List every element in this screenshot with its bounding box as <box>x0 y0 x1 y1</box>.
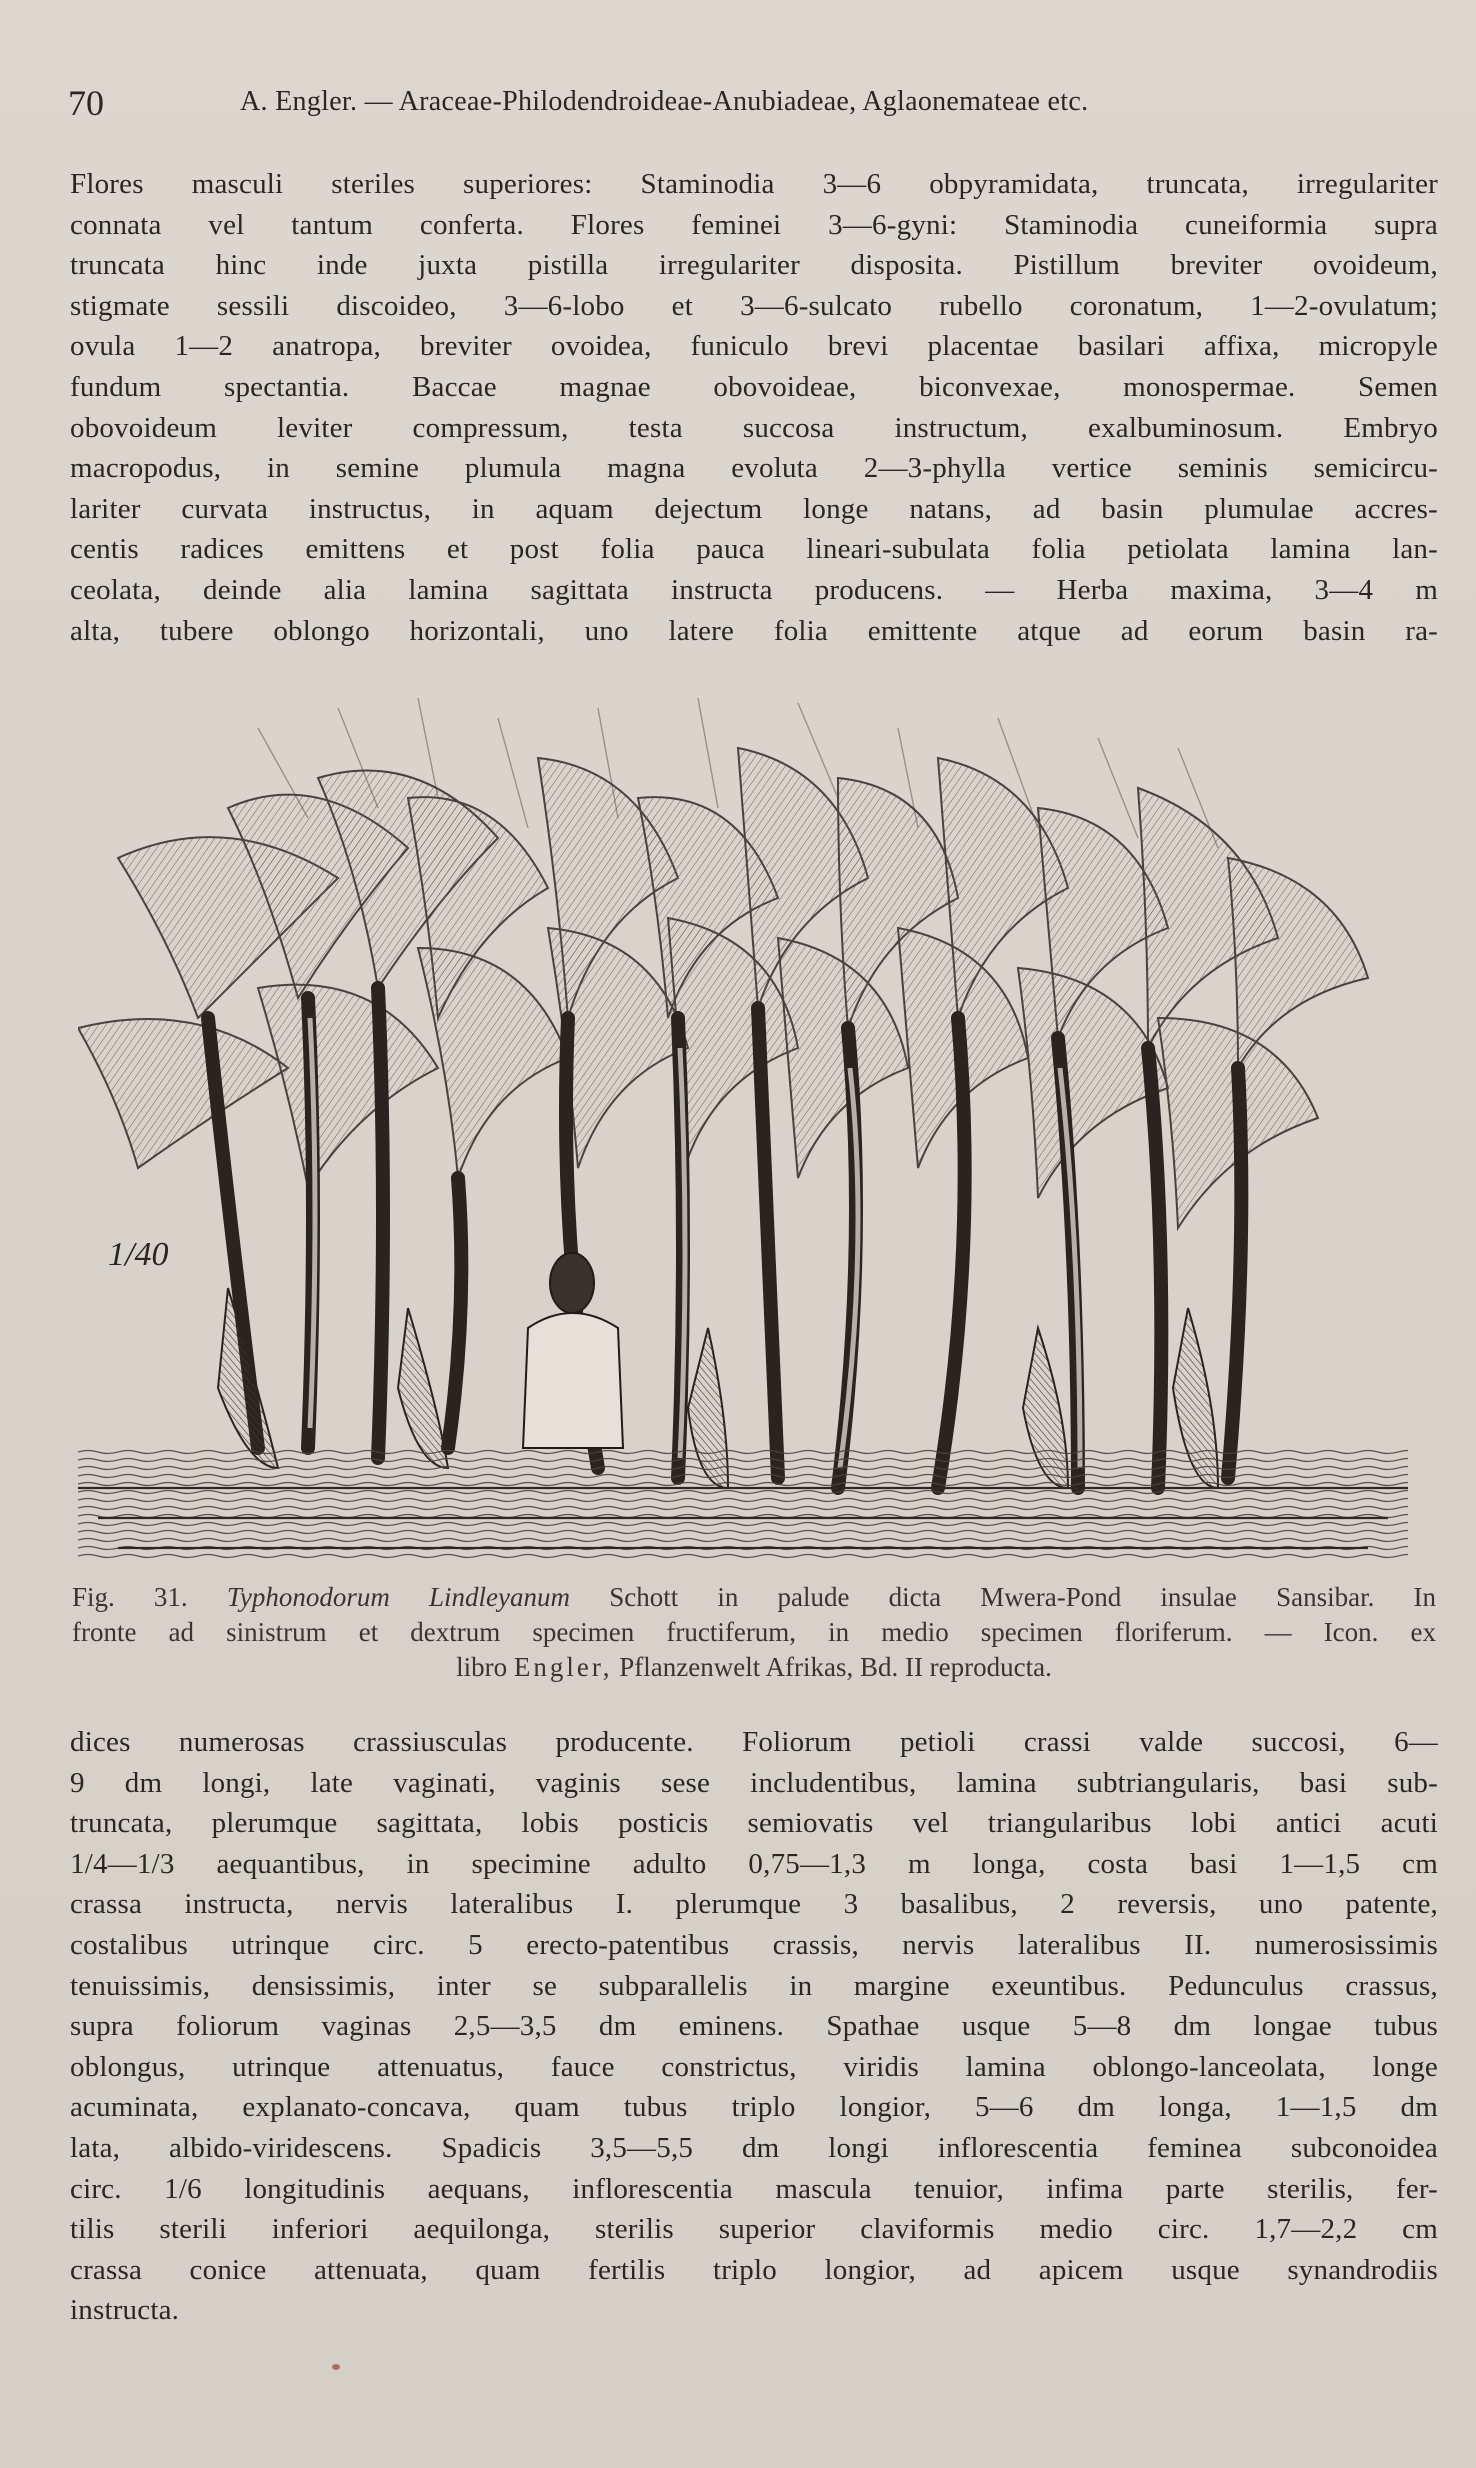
figure-illustration <box>78 688 1408 1560</box>
caption-text: Schott in palude dicta Mwera-Pond insulae Sansibar. In <box>609 1582 1436 1612</box>
caption-text: libro <box>456 1652 508 1682</box>
running-head: A. Engler. — Araceae-Philodendroideae-Anubiadeae, Aglaonemateae etc. <box>240 86 1089 117</box>
figure-label: Fig. 31. <box>72 1582 188 1612</box>
text-line: instructa. <box>70 2294 180 2327</box>
text-line: tenuissimis, densissimis, inter se subparallelis in margine exeuntibus. Pedunculus crassus, <box>70 1969 1438 2002</box>
caption-line-3 <box>72 1650 1436 1685</box>
text-line: alta, tubere oblongo horizontali, uno latere folia emittente atque ad eorum basin ra- <box>70 614 1438 647</box>
text-line: fundum spectantia. Baccae magnae obovoideae, biconvexae, monospermae. Semen <box>70 370 1438 403</box>
text-line: truncata, plerumque sagittata, lobis posticis semiovatis vel triangularibus lobi antici acuti <box>70 1807 1438 1840</box>
page-number: 70 <box>68 83 104 123</box>
text-line: crassa conice attenuata, quam fertilis triplo longior, ad apicem usque synandrodiis <box>70 2253 1438 2286</box>
text-line: connata vel tantum conferta. Flores feminei 3—6-gyni: Staminodia cuneiformia supra <box>70 208 1438 241</box>
text-line: acuminata, explanato-concava, quam tubus triplo longior, 5—6 dm longa, 1—1,5 dm <box>70 2091 1438 2124</box>
text-line: supra foliorum vaginas 2,5—3,5 dm eminens. Spathae usque 5—8 dm longae tubus <box>70 2010 1438 2043</box>
plant-illustration <box>78 688 1408 1560</box>
paper-speck <box>332 2364 340 2370</box>
text-line: 9 dm longi, late vaginati, vaginis sese includentibus, lamina subtriangularis, basi sub- <box>70 1766 1438 1799</box>
text-line: dices numerosas crassiusculas producente. Foliorum petioli crassi valde succosi, 6— <box>70 1726 1438 1758</box>
text-line: ceolata, deinde alia lamina sagittata instructa producens. — Herba maxima, 3—4 m <box>70 573 1438 606</box>
text-line: 1/4—1/3 aequantibus, in specimine adulto 0,75—1,3 m longa, costa basi 1—1,5 cm <box>70 1847 1438 1880</box>
text-line: stigmate sessili discoideo, 3—6-lobo et 3—6-sulcato rubello coronatum, 1—2-ovulatum; <box>70 289 1438 322</box>
text-line: tilis sterili inferiori aequilonga, sterilis superior claviformis medio circ. 1,7—2,2 cm <box>70 2213 1438 2246</box>
caption-text: Pflanzenwelt Afrikas, Bd. II reproducta. <box>619 1652 1052 1682</box>
scale-label: 1/40 <box>108 1236 169 1273</box>
body-text-top <box>70 164 1438 651</box>
text-line: lata, albido-viridescens. Spadicis 3,5—5,5 dm longi inflorescentia feminea subconoidea <box>70 2131 1438 2164</box>
body-text-bottom <box>70 1722 1438 2331</box>
text-line: lariter curvata instructus, in aquam dejectum longe natans, ad basin plumulae accres- <box>70 492 1438 525</box>
caption-line-1 <box>72 1580 1436 1615</box>
text-line: oblongus, utrinque attenuatus, fauce constrictus, viridis lamina oblongo-lanceolata, longe <box>70 2050 1438 2083</box>
caption-line-2: fronte ad sinistrum et dextrum specimen fructiferum, in medio specimen floriferum. — Icon. ex <box>72 1617 1436 1647</box>
text-line: truncata hinc inde juxta pistilla irregulariter disposita. Pistillum breviter ovoideum, <box>70 249 1438 282</box>
text-line: circ. 1/6 longitudinis aequans, inflorescentia mascula tenuior, infima parte sterilis, fer- <box>70 2172 1438 2205</box>
author-name: Engler, <box>513 1652 613 1682</box>
text-line: ovula 1—2 anatropa, breviter ovoidea, funiculo brevi placentae basilari affixa, micropyle <box>70 330 1438 363</box>
text-line: macropodus, in semine plumula magna evoluta 2—3-phylla vertice seminis semicircu- <box>70 452 1438 485</box>
text-line: centis radices emittens et post folia pauca lineari-subulata folia petiolata lamina lan- <box>70 533 1438 566</box>
human-figure <box>523 1253 623 1448</box>
figure-caption <box>72 1580 1436 1685</box>
species-name: Typhonodorum Lindleyanum <box>226 1582 571 1612</box>
text-line: costalibus utrinque circ. 5 erecto-patentibus crassis, nervis lateralibus II. numerosissimis <box>70 1928 1438 1961</box>
text-line: obovoideum leviter compressum, testa succosa instructum, exalbuminosum. Embryo <box>70 411 1438 444</box>
text-line: Flores masculi steriles superiores: Staminodia 3—6 obpyramidata, truncata, irregulariter <box>70 168 1438 200</box>
text-line: crassa instructa, nervis lateralibus I. plerumque 3 basalibus, 2 reversis, uno patente, <box>70 1888 1438 1921</box>
page-header <box>68 82 1358 122</box>
